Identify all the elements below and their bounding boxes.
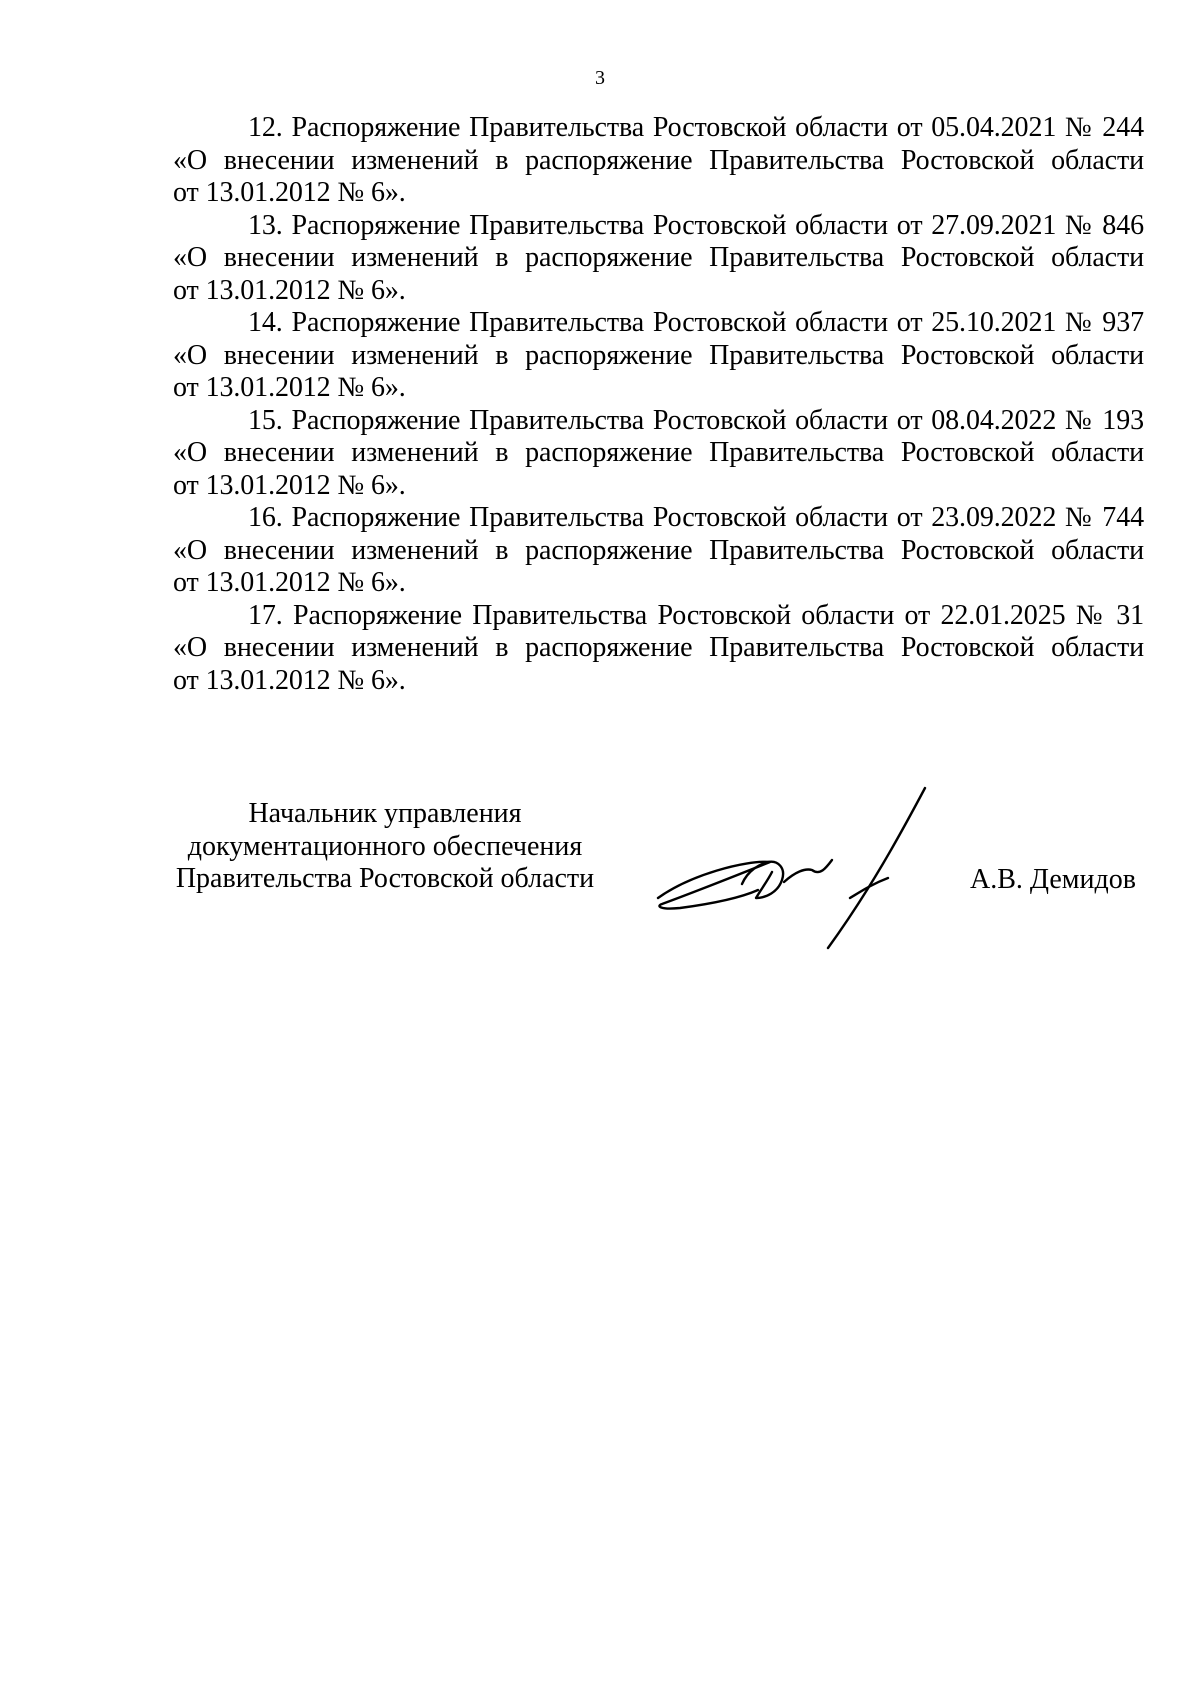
list-item [173, 502, 1144, 600]
handwritten-signature-icon [650, 780, 930, 950]
signatory-name: А.В. Демидов [970, 864, 1136, 895]
list-item-line: «О внесении изменений в распоряжение Правительства Ростовской области [173, 339, 1144, 371]
list-item-line: «О внесении изменений в распоряжение Правительства Ростовской области [173, 144, 1144, 176]
list-item-line: от 13.01.2012 № 6». [173, 567, 406, 598]
list-item-line: от 13.01.2012 № 6». [173, 274, 406, 306]
signatory-position-line: документационного обеспечения [187, 830, 583, 862]
document-list [173, 112, 1144, 697]
list-item-line: 15. Распоряжение Правительства Ростовской области от 08.04.2022 № 193 [248, 404, 1144, 436]
list-item-line: «О внесении изменений в распоряжение Правительства Ростовской области [173, 632, 1144, 663]
list-item-line: «О внесении изменений в распоряжение Правительства Ростовской области [173, 242, 1144, 273]
list-item [173, 112, 1144, 210]
signatory-position-line: Начальник управления [248, 798, 522, 829]
list-item [173, 600, 1144, 698]
list-item-line: «О внесении изменений в распоряжение Правительства Ростовской области [173, 437, 1144, 468]
signatory-position-line: Правительства Ростовской области [175, 863, 595, 894]
list-item [173, 307, 1144, 405]
list-item-line: 14. Распоряжение Правительства Ростовской области от 25.10.2021 № 937 [248, 307, 1144, 338]
signatory-position [170, 798, 600, 896]
list-item-line: 13. Распоряжение Правительства Ростовской области от 27.09.2021 № 846 [248, 209, 1144, 241]
list-item-line: 17. Распоряжение Правительства Ростовской области от 22.01.2025 № 31 [248, 599, 1144, 631]
page-number: 3 [595, 67, 605, 89]
list-item-line: от 13.01.2012 № 6». [173, 372, 406, 403]
list-item-line: от 13.01.2012 № 6». [173, 469, 406, 501]
list-item [173, 210, 1144, 308]
list-item [173, 405, 1144, 503]
list-item-line: от 13.01.2012 № 6». [173, 664, 406, 696]
list-item-line: «О внесении изменений в распоряжение Правительства Ростовской области [173, 534, 1144, 566]
list-item-line: 12. Распоряжение Правительства Ростовской области от 05.04.2021 № 244 [248, 112, 1144, 143]
list-item-line: 16. Распоряжение Правительства Ростовской области от 23.09.2022 № 744 [248, 502, 1144, 533]
list-item-line: от 13.01.2012 № 6». [173, 177, 406, 208]
